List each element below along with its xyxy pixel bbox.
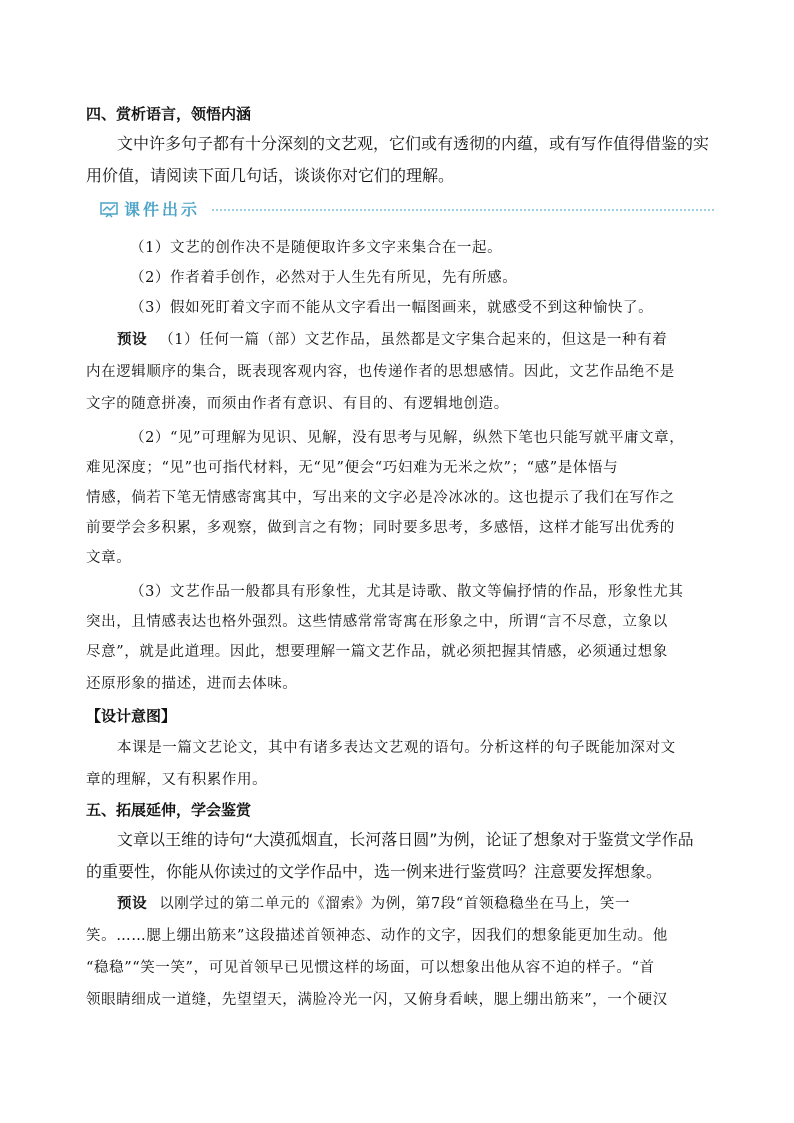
answer-p3-line-3: 尽意”，就是此道理。因此，想要理解一篇文艺作品，就必须把握其情感，必须通过想象 bbox=[86, 644, 668, 660]
answer-p2-line-1: （2）“见”可理解为见识、见解，没有思考与见解，纵然下笔也只能写就平庸文章， bbox=[130, 430, 685, 446]
answer-p2-line-5: 文章。 bbox=[86, 550, 132, 566]
slide-item-1: （1）文艺的创作决不是随便取许多文字来集合在一起。 bbox=[130, 240, 503, 256]
answer-line bbox=[117, 330, 714, 350]
section5-answer-line-3: “稳稳”“笑一笑”，可见首领早已见惯这样的场面，可以想象出他从容不迫的样子。“首 bbox=[86, 960, 655, 976]
answer-p3-line-4: 还原形象的描述，进而去体味。 bbox=[86, 676, 298, 692]
courseware-banner bbox=[100, 199, 714, 221]
slide-item-2: （2）作者着手创作，必然对于人生先有所见，先有所感。 bbox=[130, 270, 518, 286]
answer-prefix: 预设 bbox=[117, 332, 148, 348]
answer-p3-line-1: （3）文艺作品一般都具有形象性，尤其是诗歌、散文等偏抒情的作品，形象性尤其 bbox=[130, 584, 684, 600]
section5-answer-prefix: 预设 bbox=[117, 896, 148, 912]
answer-p1-line-2: 内在逻辑顺序的集合，既表现客观内容，也传递作者的思想感情。因此，文艺作品绝不是 bbox=[86, 364, 675, 380]
design-intent-line-2: 章的理解，又有积累作用。 bbox=[86, 772, 268, 788]
answer-p3-line-2: 突出，且情感表达也格外强烈。这些情感常常寄寓在形象之中，所谓“言不尽意，立象以 bbox=[86, 614, 668, 630]
answer-p1-line-1: （1）任何一篇（部）文艺作品，虽然都是文字集合起来的，但这是一种有着 bbox=[159, 332, 668, 348]
section5-intro-line-1: 文章以王维的诗句“大漠孤烟直，长河落日圆”为例，论证了想象对于鉴赏文学作品 bbox=[117, 830, 694, 849]
section5-heading: 五、拓展延伸，学会鉴赏 bbox=[86, 801, 252, 819]
section4-intro-line-1: 文中许多句子都有十分深刻的文艺观，它们或有透彻的内蕴，或有写作值得借鉴的实 bbox=[117, 134, 710, 153]
section5-answer-line-4: 领眼睛细成一道缝，先望望天，满脸冷光一闪，又俯身看峡，腮上绷出筋来”，一个硬汉 bbox=[86, 992, 668, 1008]
design-intent-heading: 【设计意图】 bbox=[86, 707, 177, 725]
answer-p1-line-3: 文字的随意拼凑，而须由作者有意识、有目的、有逻辑地创造。 bbox=[86, 396, 509, 412]
banner-divider bbox=[212, 209, 714, 211]
section5-answer-line-1: 以刚学过的第二单元的《溜索》为例，第7段“首领稳稳坐在马上，笑一 bbox=[159, 896, 631, 912]
section5-answer-line-2: 笑。……腮上绷出筋来”这段描述首领神态、动作的文字，因我们的想象能更加生动。他 bbox=[86, 928, 668, 944]
section4-intro-line-2: 用价值，请阅读下面几句话，谈谈你对它们的理解。 bbox=[86, 166, 455, 185]
slide-item-3: （3）假如死盯着文字而不能从文字看出一幅图画来，就感受不到这种愉快了。 bbox=[130, 300, 654, 316]
answer-p2-line-3: 情感，倘若下笔无情感寄寓其中，写出来的文字必是冷冰冰的。这也提示了我们在写作之 bbox=[86, 490, 675, 506]
section4-heading: 四、赏析语言，领悟内涵 bbox=[86, 105, 252, 123]
answer-p2-line-4: 前要学会多积累，多观察，做到言之有物；同时要多思考，多感悟，这样才能写出优秀的 bbox=[86, 520, 675, 536]
chart-board-icon bbox=[100, 202, 118, 218]
courseware-banner-label: 课件出示 bbox=[124, 200, 201, 219]
section5-answer-line bbox=[117, 894, 714, 914]
design-intent-line-1: 本课是一篇文艺论文，其中有诸多表达文艺观的语句。分析这样的句子既能加深对文 bbox=[117, 740, 676, 756]
answer-p2-line-2: 难见深度；“见”也可指代材料，无“见”便会“巧妇难为无米之炊”；“感”是体悟与 bbox=[86, 460, 619, 476]
section5-intro-line-2: 的重要性，你能从你读过的文学作品中，选一例来进行鉴赏吗？注意要发挥想象。 bbox=[86, 862, 663, 881]
